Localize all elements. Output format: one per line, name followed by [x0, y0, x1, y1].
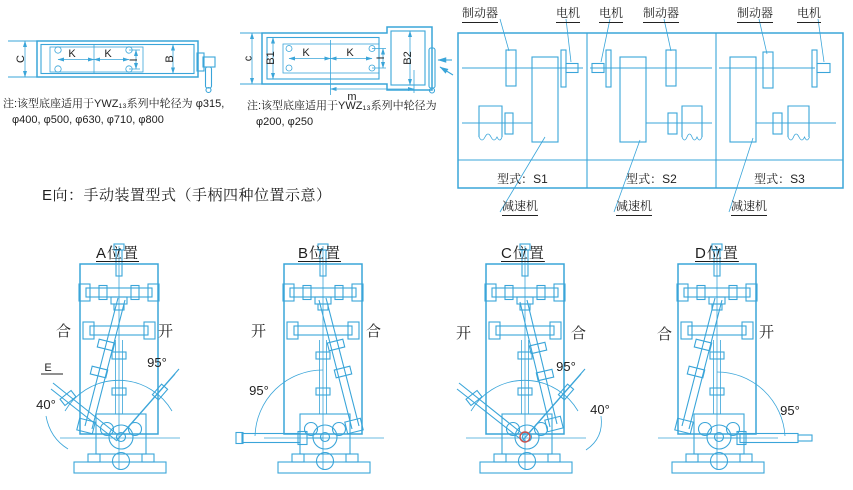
label-motor-2: 电机 [599, 4, 623, 23]
position-a-left-label: 合 [56, 323, 72, 340]
section-title: E向：手动装置型式（手柄四种位置示意） [42, 187, 332, 204]
angle-95-a: 95° [147, 355, 167, 370]
reducer-label-2: 减速机 [616, 197, 652, 216]
position-b-title: B位置 [298, 245, 342, 262]
type-label-s1: 型式：S1 [497, 172, 548, 186]
base-drawing-large [8, 41, 215, 93]
position-d-left-label: 合 [657, 326, 673, 343]
dim-k2: K [104, 48, 112, 60]
type-label-s2: 型式：S2 [626, 172, 677, 186]
position-a-drawing [36, 244, 180, 473]
dim-m: m [347, 91, 357, 103]
dim-c: C [15, 55, 27, 63]
dim-k1: K [68, 48, 76, 60]
note-drawing2 [247, 98, 457, 130]
reducer-label-1: 减速机 [502, 197, 538, 216]
dim-c: c [242, 55, 255, 62]
view-e-label: E [44, 362, 52, 374]
position-c-left-label: 开 [456, 325, 472, 342]
base-drawing-small [240, 27, 453, 103]
note1-line1: 注:该型底座适用于YWZ₁₃系列中轮径为 φ315, [3, 98, 225, 110]
note2-line1: 注:该型底座适用于YWZ₁₃系列中轮径为 [247, 100, 437, 112]
angle-95-c: 95° [556, 359, 576, 374]
position-d-right-label: 开 [759, 324, 775, 341]
dim-k1: K [302, 47, 310, 59]
angle-40-a: 40° [36, 397, 56, 412]
dim-k2: K [346, 47, 354, 59]
note-drawing1 [3, 96, 248, 128]
position-c-drawing [457, 244, 610, 473]
label-brake-1: 制动器 [462, 4, 498, 23]
dim-b1: B1 [265, 51, 277, 65]
position-b-right-label: 合 [366, 323, 382, 340]
position-d-drawing [658, 244, 812, 473]
dim-b2: B2 [402, 51, 414, 65]
dim-b: B [164, 55, 176, 63]
position-a-right-label: 开 [158, 323, 174, 340]
position-c-right-label: 合 [571, 325, 587, 342]
note2-line2: φ200, φ250 [256, 116, 314, 128]
note1-line2: φ400, φ500, φ630, φ710, φ800 [12, 114, 164, 126]
angle-40-c: 40° [590, 402, 610, 417]
position-b-left-label: 开 [251, 323, 267, 340]
reducer-label-3: 减速机 [731, 197, 767, 216]
angle-95-b: 95° [249, 383, 269, 398]
label-brake-3: 制动器 [737, 4, 773, 23]
dim-i: I [128, 58, 140, 62]
label-motor-1: 电机 [556, 4, 580, 23]
position-a-title: A位置 [96, 245, 140, 262]
label-motor-3: 电机 [797, 4, 821, 23]
type-label-s3: 型式：S3 [754, 172, 805, 186]
dim-i: I [375, 56, 387, 60]
position-b-drawing [236, 244, 384, 473]
position-c-title: C位置 [501, 245, 545, 262]
angle-95-d: 95° [780, 403, 800, 418]
position-d-title: D位置 [695, 245, 739, 262]
label-brake-2: 制动器 [643, 4, 679, 23]
